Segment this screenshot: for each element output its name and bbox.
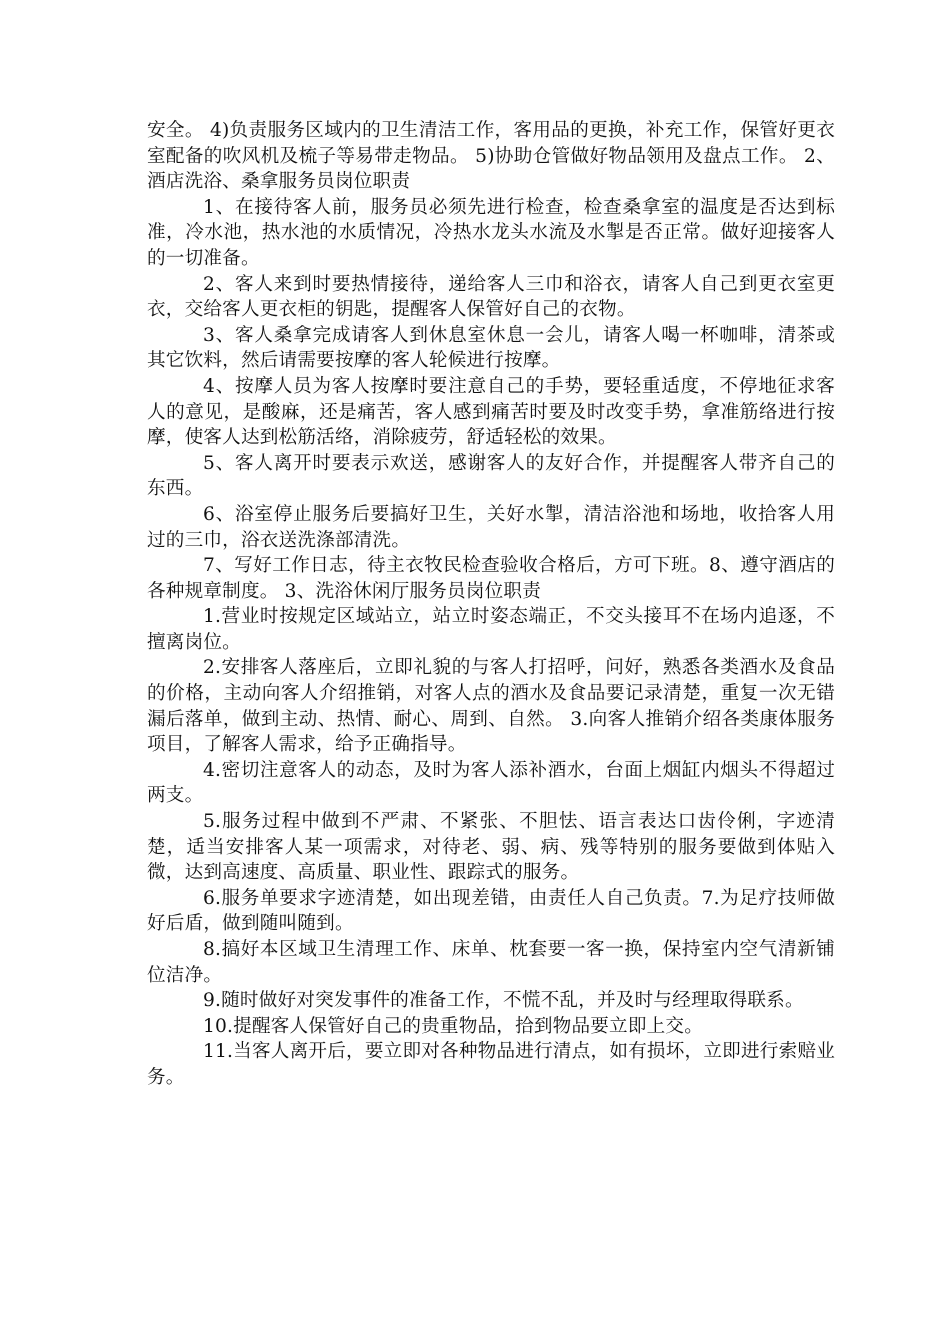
paragraph-lounge-item-8: 8.搞好本区域卫生清理工作、床单、枕套要一客一换，保持室内空气清新铺位洁净。 [147,939,835,986]
document-body [147,118,835,1091]
paragraph-lounge-item-1: 1.营业时按规定区域站立，站立时姿态端正，不交头接耳不在场内追逐，不擅离岗位。 [147,606,835,653]
paragraph-lounge-item-11: 11.当客人离开后，要立即对各种物品进行清点，如有损坏，立即进行索赔业务。 [147,1041,835,1088]
paragraph-sauna-item-5: 5、客人离开时要表示欢送，感谢客人的友好合作，并提醒客人带齐自己的东西。 [147,452,835,500]
paragraph-sauna-item-6: 6、浴室停止服务后要搞好卫生，关好水掣，清洁浴池和场地，收拾客人用过的三巾，浴衣送洗涤部清洗。 [147,503,835,551]
paragraph-sauna-item-2: 2、客人来到时要热情接待，递给客人三巾和浴衣，请客人自己到更衣室更衣，交给客人更衣柜的钥匙，提醒客人保管好自己的衣物。 [147,273,835,321]
paragraph-lounge-item-4: 4.密切注意客人的动态，及时为客人添补酒水，台面上烟缸内烟头不得超过两支。 [147,759,835,807]
paragraph-lounge-item-10: 10.提醒客人保管好自己的贵重物品，拾到物品要立即上交。 [203,1015,704,1037]
paragraph-sauna-item-4: 4、按摩人员为客人按摩时要注意自己的手势，要轻重适度，不停地征求客人的意见，是酸麻，还是痛苦，客人感到痛苦时要及时改变手势，拿准筋络进行按摩，使客人达到松筋活络，消除疲劳，舒适轻松的效果。 [147,375,835,449]
paragraph-safety-duties: 安全。 4)负责服务区域内的卫生清洁工作，客用品的更换，补充工作，保管好更衣室配备的吹风机及梳子等易带走物品。 5)协助仓管做好物品领用及盘点工作。 2、酒店洗浴、桑拿服务员岗位职责 [147,120,835,193]
paragraph-sauna-item-1: 1、在接待客人前，服务员必须先进行检查，检查桑拿室的温度是否达到标准，冷水池，热水池的水质情况，冷热水龙头水流及水掣是否正常。做好迎接客人的一切准备。 [147,196,835,269]
paragraph-lounge-item-2: 2.安排客人落座后，立即礼貌的与客人打招呼，问好，熟悉各类酒水及食品的价格，主动向客人介绍推销，对客人点的酒水及食品要记录清楚，重复一次无错漏后落单，做到主动、热情、耐心、周到、自然。 3.向客人推销介绍各类康体服务项目，了解客人需求，给予正确指导。 [147,657,835,756]
paragraph-lounge-item-5: 5.服务过程中做到不严肃、不紧张、不胆怯、语言表达口齿伶俐，字迹清楚，适当安排客人某一项需求，对待老、弱、病、残等特别的服务要做到体贴入微，达到高速度、高质量、职业性、跟踪式的服务。 [147,811,835,884]
paragraph-lounge-item-6: 6.服务单要求字迹清楚，如出现差错，由责任人自己负责。7.为足疗技师做好后盾，做到随叫随到。 [147,887,835,935]
paragraph-sauna-item-3: 3、客人桑拿完成请客人到休息室休息一会儿，请客人喝一杯咖啡，清茶或其它饮料，然后请需要按摩的客人轮候进行按摩。 [147,324,835,372]
paragraph-sauna-item-7: 7、写好工作日志，待主衣牧民检查验收合格后，方可下班。8、遵守酒店的各种规章制度。 3、洗浴休闲厅服务员岗位职责 [147,555,835,602]
paragraph-lounge-item-9: 9.随时做好对突发事件的准备工作，不慌不乱，并及时与经理取得联系。 [203,990,804,1012]
